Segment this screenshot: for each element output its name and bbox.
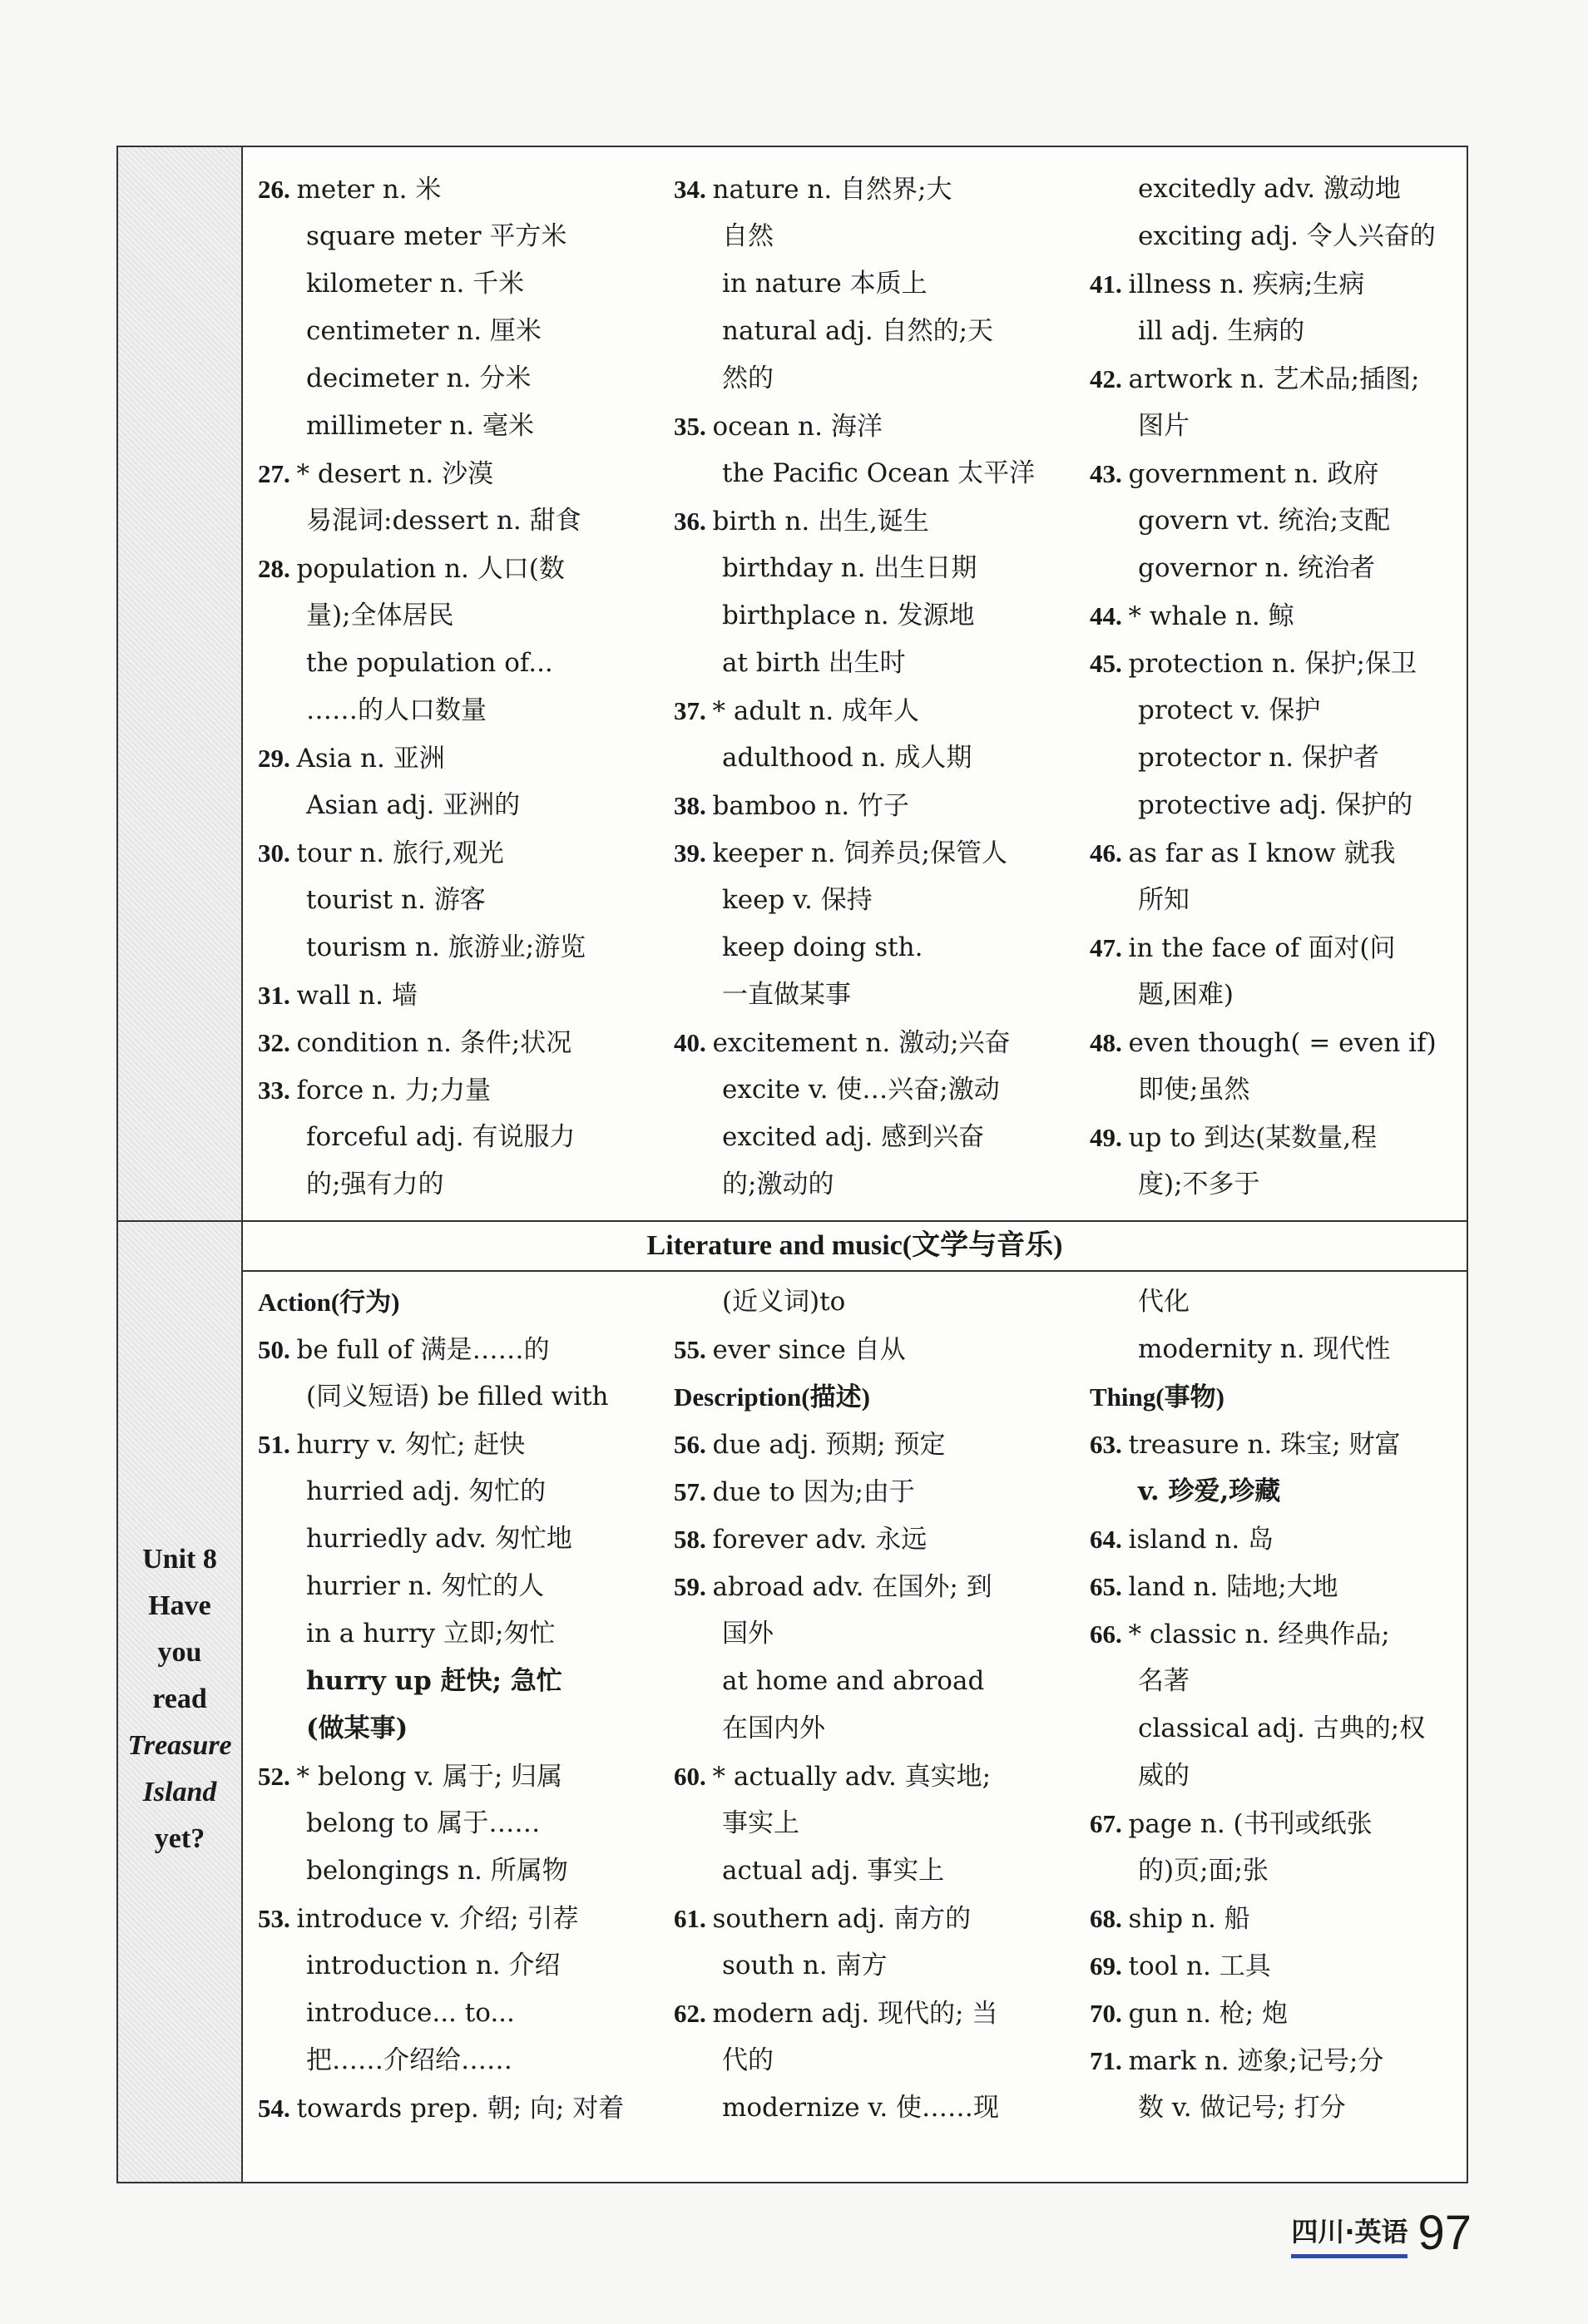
entry-line: kilometer n. 千米 [306, 269, 525, 299]
entry-line: 的;强有力的 [306, 1169, 444, 1199]
entry-line: governor n. 统治者 [1138, 553, 1376, 583]
entry-line: in a hurry 立即;匆忙 [306, 1619, 556, 1649]
entry-line: protective adj. 保护的 [1138, 790, 1413, 820]
entry-line: birthplace n. 发源地 [722, 601, 975, 630]
entry-line: 50. be full of 满是……的 [258, 1335, 550, 1365]
entry-line: modernize v. 使……现 [722, 2093, 1000, 2123]
entry-line: excited adj. 感到兴奋 [722, 1122, 985, 1152]
entry-line: 量);全体居民 [306, 601, 454, 630]
entry-line: v. 珍爱,珍藏 [1138, 1476, 1281, 1506]
entry-line: 名著 [1138, 1666, 1190, 1696]
entry-line: 事实上 [722, 1808, 799, 1838]
entry-line: keep doing sth. [722, 932, 923, 962]
entry-line: 37. * adult n. 成年人 [674, 696, 920, 726]
entry-line: the population of... [306, 648, 553, 678]
entry-line: 57. due to 因为;由于 [674, 1477, 915, 1507]
entry-line: 60. * actually adv. 真实地; [674, 1762, 992, 1792]
entry-line: excite v. 使…兴奋;激动 [722, 1075, 1000, 1105]
entry-line: 46. as far as I know 就我 [1090, 838, 1396, 868]
entry-line: exciting adj. 令人兴奋的 [1138, 221, 1436, 251]
entry-line: actual adj. 事实上 [722, 1856, 945, 1886]
entry-line: 47. in the face of 面对(问 [1090, 933, 1396, 963]
entry-line: 59. abroad adv. 在国外; 到 [674, 1572, 992, 1602]
entry-line: at birth 出生时 [722, 648, 906, 678]
entry-line: south n. 南方 [722, 1951, 888, 1980]
entry-line: hurry up 赶快; 急忙 [306, 1666, 562, 1696]
entry-line: at home and abroad [722, 1666, 985, 1696]
entry-line: millimeter n. 毫米 [306, 411, 534, 441]
section-heading: Literature and music(文学与音乐) [646, 1230, 1063, 1261]
entry-line: square meter 平方米 [306, 221, 567, 251]
entry-line: 70. gun n. 枪; 炮 [1090, 1999, 1289, 2029]
entry-line: in nature 本质上 [722, 269, 928, 299]
entry-line: forceful adj. 有说服力 [306, 1122, 576, 1152]
entry-line: ……的人口数量 [306, 695, 487, 725]
entry-line: 28. population n. 人口(数 [258, 554, 565, 584]
entry-line: 51. hurry v. 匆忙; 赶快 [258, 1430, 526, 1460]
entry-line: 33. force n. 力;力量 [258, 1075, 492, 1105]
entry-line: (近义词)to [722, 1287, 846, 1317]
entry-line: 把……介绍给…… [306, 2045, 512, 2075]
entry-line: 国外 [722, 1619, 774, 1649]
entry-line: 所知 [1138, 885, 1190, 915]
entry-line: protect v. 保护 [1138, 695, 1321, 725]
unit-title: Unit 8 Have you read Treasure Island yet? [127, 1544, 232, 1854]
entry-line: 67. page n. (书刊或纸张 [1090, 1809, 1373, 1839]
top-column-2 [674, 166, 1035, 1209]
entry-line: modernity n. 现代性 [1138, 1334, 1391, 1364]
entry-line: adulthood n. 成人期 [722, 743, 972, 773]
entry-line: tourism n. 旅游业;游览 [306, 932, 586, 962]
entry-line: 45. protection n. 保护;保卫 [1090, 649, 1417, 679]
bottom-column-2 [674, 1278, 999, 2132]
entry-line: 39. keeper n. 饲养员;保管人 [674, 838, 1007, 868]
entry-line: 36. birth n. 出生,诞生 [674, 507, 929, 536]
section-divider-bottom [241, 1270, 1468, 1272]
entry-line: 58. forever adv. 永远 [674, 1525, 928, 1555]
entry-line: belongings n. 所属物 [306, 1856, 568, 1886]
unit-sidebar [118, 147, 243, 2182]
entry-line: 40. excitement n. 激动;兴奋 [674, 1028, 1011, 1058]
entry-line: 52. * belong v. 属于; 归属 [258, 1762, 563, 1792]
entry-line: ill adj. 生病的 [1138, 316, 1305, 346]
entry-line: 31. wall n. 墙 [258, 981, 418, 1011]
entry-line: 图片 [1138, 411, 1190, 441]
entry-line: 63. treasure n. 珠宝; 财富 [1090, 1430, 1401, 1460]
entry-line: 即使;虽然 [1138, 1075, 1250, 1105]
top-column-3 [1090, 166, 1437, 1209]
entry-line: 数 v. 做记号; 打分 [1138, 2093, 1346, 2123]
entry-line: 44. * whale n. 鲸 [1090, 601, 1294, 631]
entry-line: 62. modern adj. 现代的; 当 [674, 1999, 998, 2029]
entry-line: 代化 [1138, 1287, 1190, 1317]
entry-line: 41. illness n. 疾病;生病 [1090, 269, 1365, 299]
entry-line: 题,困难) [1138, 980, 1234, 1010]
entry-line: 30. tour n. 旅行,观光 [258, 838, 504, 868]
sidebar-divider [118, 1220, 241, 1222]
entry-line: 易混词:dessert n. 甜食 [306, 506, 581, 536]
entry-line: 一直做某事 [722, 980, 851, 1010]
entry-line: belong to 属于…… [306, 1808, 541, 1838]
entry-line: hurriedly adv. 匆忙地 [306, 1524, 572, 1554]
bottom-column-3 [1090, 1278, 1425, 2132]
entry-line: 49. up to 到达(某数量,程 [1090, 1123, 1378, 1153]
entry-line: Description(描述) [674, 1382, 870, 1412]
entry-line: classical adj. 古典的;权 [1138, 1713, 1426, 1743]
entry-line: the Pacific Ocean 太平洋 [722, 458, 1036, 488]
entry-line: 38. bamboo n. 竹子 [674, 791, 909, 821]
entry-line: Asian adj. 亚洲的 [306, 790, 521, 820]
entry-line: protector n. 保护者 [1138, 743, 1379, 773]
entry-line: excitedly adv. 激动地 [1138, 174, 1401, 204]
entry-line: 度);不多于 [1138, 1169, 1260, 1199]
entry-line: 27. * desert n. 沙漠 [258, 459, 494, 489]
entry-line: 自然 [722, 221, 774, 251]
entry-line: 威的 [1138, 1761, 1190, 1791]
province-subject: 四川·英语 [1291, 2211, 1407, 2258]
entry-line: 42. artwork n. 艺术品;插图; [1090, 364, 1420, 394]
entry-line: 65. land n. 陆地;大地 [1090, 1572, 1338, 1602]
entry-line: tourist n. 游客 [306, 885, 486, 915]
entry-line: 35. ocean n. 海洋 [674, 412, 883, 442]
entry-line: birthday n. 出生日期 [722, 553, 977, 583]
entry-line: centimeter n. 厘米 [306, 316, 542, 346]
entry-line: Thing(事物) [1090, 1382, 1224, 1412]
entry-line: (做某事) [306, 1713, 408, 1743]
entry-line: 34. nature n. 自然界;大 [674, 175, 952, 205]
entry-line: 26. meter n. 米 [258, 175, 442, 205]
entry-line: 48. even though( = even if) [1090, 1028, 1437, 1058]
entry-line: 61. southern adj. 南方的 [674, 1904, 972, 1934]
top-column-1 [258, 166, 586, 1209]
entry-line: 32. condition n. 条件;状况 [258, 1028, 572, 1058]
entry-line: 71. mark n. 迹象;记号;分 [1090, 2046, 1384, 2076]
entry-line: 53. introduce v. 介绍; 引荐 [258, 1904, 579, 1934]
entry-line: 的;激动的 [722, 1169, 834, 1199]
entry-line: introduction n. 介绍 [306, 1951, 561, 1980]
entry-line: decimeter n. 分米 [306, 363, 532, 393]
entry-line: hurrier n. 匆忙的人 [306, 1571, 545, 1601]
bottom-column-1 [258, 1278, 624, 2132]
vocabulary-table [116, 146, 1468, 2183]
entry-line: 29. Asia n. 亚洲 [258, 744, 445, 774]
entry-line: 43. government n. 政府 [1090, 459, 1379, 489]
entry-line: hurried adj. 匆忙的 [306, 1476, 547, 1506]
entry-line: 66. * classic n. 经典作品; [1090, 1619, 1390, 1649]
entry-line: 56. due adj. 预期; 预定 [674, 1430, 946, 1460]
entry-line: 69. tool n. 工具 [1090, 1951, 1271, 1981]
entry-line: natural adj. 自然的;天 [722, 316, 994, 346]
entry-line: 的)页;面;张 [1138, 1856, 1269, 1886]
entry-line: govern vt. 统治;支配 [1138, 506, 1391, 536]
entry-line: keep v. 保持 [722, 885, 873, 915]
entry-line: (同义短语) be filled with [306, 1382, 609, 1412]
entry-line: introduce... to... [306, 1998, 515, 2028]
entry-line: 64. island n. 岛 [1090, 1525, 1274, 1555]
entry-line: 68. ship n. 船 [1090, 1904, 1250, 1934]
entry-line: 54. towards prep. 朝; 向; 对着 [258, 2094, 625, 2124]
entry-line: 在国内外 [722, 1713, 825, 1743]
page-footer [1291, 2200, 1472, 2258]
entry-line: Action(行为) [258, 1288, 400, 1317]
entry-line: 然的 [722, 363, 774, 393]
page-number: 97 [1417, 2206, 1472, 2260]
entry-line: 55. ever since 自从 [674, 1335, 906, 1365]
entry-line: 代的 [722, 2045, 774, 2075]
